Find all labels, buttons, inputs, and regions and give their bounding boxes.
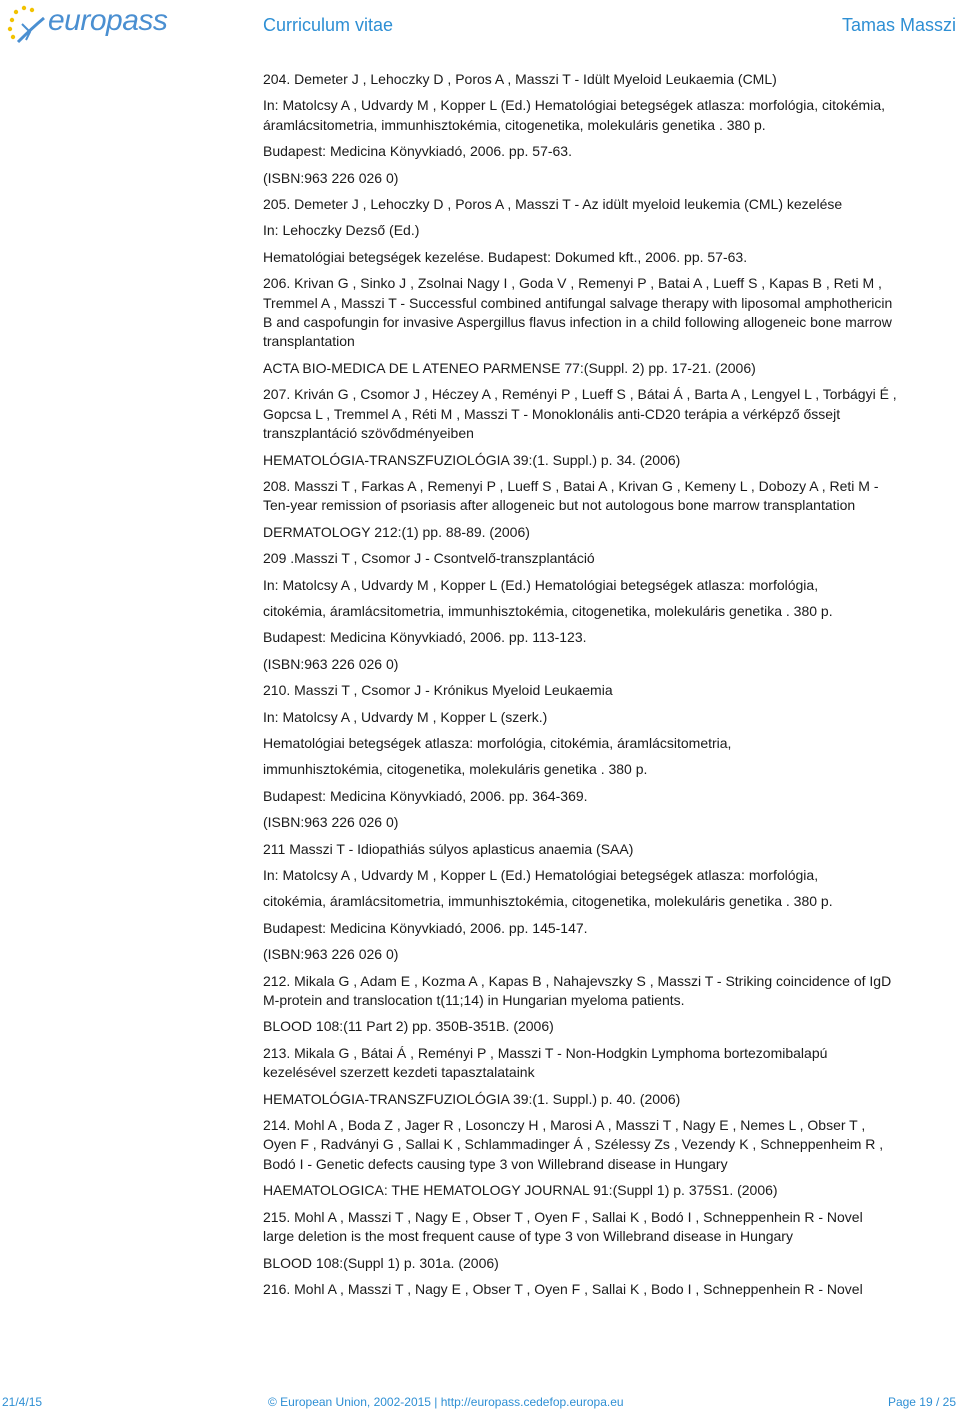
- publication-line: 214. Mohl A , Boda Z , Jager R , Losonczy H , Marosi A , Masszi T , Nagy E , Nemes L , Obser T , Oyen F , Radványi G , Sallai K , Schlammadinger Á , Szélessy Zs , Vezendy K , Schneppenheim R , Bodó I - Genetic defects causing type 3 von Willebrand disease in Hungary: [263, 1117, 884, 1172]
- page-header: [0, 0, 960, 50]
- footer-date: 21/4/15: [2, 1395, 43, 1409]
- publication-line: 211 Masszi T - Idiopathiás súlyos aplasticus anaemia (SAA): [263, 840, 634, 857]
- publication-line: Hematológiai betegségek kezelése. Budapest: Dokumed kft., 2006. pp. 57-63.: [263, 248, 748, 265]
- publication-line: HAEMATOLOGICA: THE HEMATOLOGY JOURNAL 91:(Suppl 1) p. 375S1. (2006): [263, 1182, 778, 1199]
- publication-line: citokémia, áramlácsitometria, immunhisztokémia, citogenetika, molekuláris genetika . 380 p.: [263, 602, 833, 619]
- publication-line: Budapest: Medicina Könyvkiadó, 2006. pp. 57-63.: [263, 143, 572, 160]
- publication-line: DERMATOLOGY 212:(1) pp. 88-89. (2006): [263, 523, 530, 540]
- publication-line: HEMATOLÓGIA-TRANSZFUZIOLÓGIA 39:(1. Suppl.) p. 34. (2006): [263, 451, 681, 468]
- publication-line: In: Matolcsy A , Udvardy M , Kopper L (Ed.) Hematológiai betegségek atlasza: morfológia, citokémia, áramlácsitometria, immunhisztokémia, citogenetika, molekuláris genetika . 380 p.: [263, 97, 885, 133]
- page-footer: [0, 1395, 960, 1413]
- publication-line: 209 .Masszi T , Csomor J - Csontvelő-transzplantáció: [263, 550, 595, 567]
- publication-line: 215. Mohl A , Masszi T , Nagy E , Obser T , Oyen F , Sallai K , Bodó I , Schneppenhein R - Novel large deletion is the most frequent cause of type 3 von Willebrand disease in Hungary: [263, 1208, 863, 1245]
- publication-line: 213. Mikala G , Bátai Á , Reményi P , Masszi T - Non-Hodgkin Lymphoma bortezomibalapú kezelésével szerzett kezdeti tapasztalataink: [263, 1044, 828, 1081]
- publication-line: BLOOD 108:(Suppl 1) p. 301a. (2006): [263, 1254, 499, 1271]
- publication-line: In: Lehoczky Dezső (Ed.): [263, 222, 420, 239]
- header-person-name: Tamas Masszi: [841, 15, 956, 35]
- publication-line: (ISBN:963 226 026 0): [263, 169, 399, 186]
- footer-page-number: Page 19 / 25: [887, 1395, 956, 1409]
- europass-logo: [4, 2, 168, 46]
- publication-line: ACTA BIO-MEDICA DE L ATENEO PARMENSE 77:(Suppl. 2) pp. 17-21. (2006): [263, 359, 756, 376]
- publication-list: [263, 70, 958, 1299]
- publication-line: (ISBN:963 226 026 0): [263, 814, 399, 831]
- publication-line: 204. Demeter J , Lehoczky D , Poros A , Masszi T - Idült Myeloid Leukaemia (CML): [263, 71, 777, 87]
- publication-line: 206. Krivan G , Sinko J , Zsolnai Nagy I , Goda V , Remenyi P , Batai A , Lueff S , Kapas B , Reti M , Tremmel A , Masszi T - Successful combined antifungal salvage therapy with liposomal amphothericin B and caspofungin for invasive Aspergillus flavus infection in a child following allogeneic bone marrow transplantation: [263, 275, 893, 350]
- publication-line: 208. Masszi T , Farkas A , Remenyi P , Lueff S , Batai A , Krivan G , Kemeny L , Dobozy A , Reti M - Ten-year remission of psoriasis after allogeneic but not autologous bone marrow transplantation: [263, 477, 879, 514]
- publication-line: Budapest: Medicina Könyvkiadó, 2006. pp. 145-147.: [263, 919, 588, 936]
- footer-copyright: © European Union, 2002-2015 | http://europass.cedefop.europa.eu: [268, 1395, 624, 1409]
- publication-line: citokémia, áramlácsitometria, immunhisztokémia, citogenetika, molekuláris genetika . 380 p.: [263, 893, 833, 910]
- publication-line: Budapest: Medicina Könyvkiadó, 2006. pp. 364-369.: [263, 787, 588, 804]
- publication-line: In: Matolcsy A , Udvardy M , Kopper L (Ed.) Hematológiai betegségek atlasza: morfológia,: [263, 576, 819, 593]
- publication-line: HEMATOLÓGIA-TRANSZFUZIOLÓGIA 39:(1. Suppl.) p. 40. (2006): [263, 1090, 681, 1107]
- publication-line: 212. Mikala G , Adam E , Kozma A , Kapas B , Nahajevszky S , Masszi T - Striking coincidence of IgD M-protein and translocation t(11;14) in Hungarian myeloma patients.: [263, 972, 892, 1009]
- publication-line: 210. Masszi T , Csomor J - Krónikus Myeloid Leukaemia: [263, 682, 613, 699]
- publication-line: BLOOD 108:(11 Part 2) pp. 350B-351B. (2006): [263, 1018, 554, 1035]
- publication-line: (ISBN:963 226 026 0): [263, 946, 399, 963]
- publication-line: (ISBN:963 226 026 0): [263, 655, 399, 672]
- publication-line: 205. Demeter J , Lehoczky D , Poros A , Masszi T - Az idült myeloid leukemia (CML) kezelése: [263, 196, 843, 213]
- publication-line: 207. Kriván G , Csomor J , Héczey A , Reményi P , Lueff S , Bátai Á , Barta A , Lengyel L , Torbágyi É , Gopcsa L , Tremmel A , Réti M , Masszi T - Monoklonális anti-CD20 terápia a vérképző őssejt transzplantáció szövődményeiben: [263, 386, 897, 442]
- publication-line: Budapest: Medicina Könyvkiadó, 2006. pp. 113-123.: [263, 629, 587, 646]
- publication-line: Hematológiai betegségek atlasza: morfológia, citokémia, áramlácsitometria,: [263, 734, 732, 751]
- publication-line: In: Matolcsy A , Udvardy M , Kopper L (Ed.) Hematológiai betegségek atlasza: morfológia,: [263, 867, 819, 883]
- publication-line: immunhisztokémia, citogenetika, molekuláris genetika . 380 p.: [263, 761, 648, 778]
- publication-line: In: Matolcsy A , Udvardy M , Kopper L (szerk.): [263, 708, 548, 725]
- logo-wordmark: europass: [48, 4, 168, 37]
- publication-line: 216. Mohl A , Masszi T , Nagy E , Obser T , Oyen F , Sallai K , Bodo I , Schneppenhein R - Novel: [263, 1280, 863, 1297]
- header-title: Curriculum vitae: [263, 15, 394, 35]
